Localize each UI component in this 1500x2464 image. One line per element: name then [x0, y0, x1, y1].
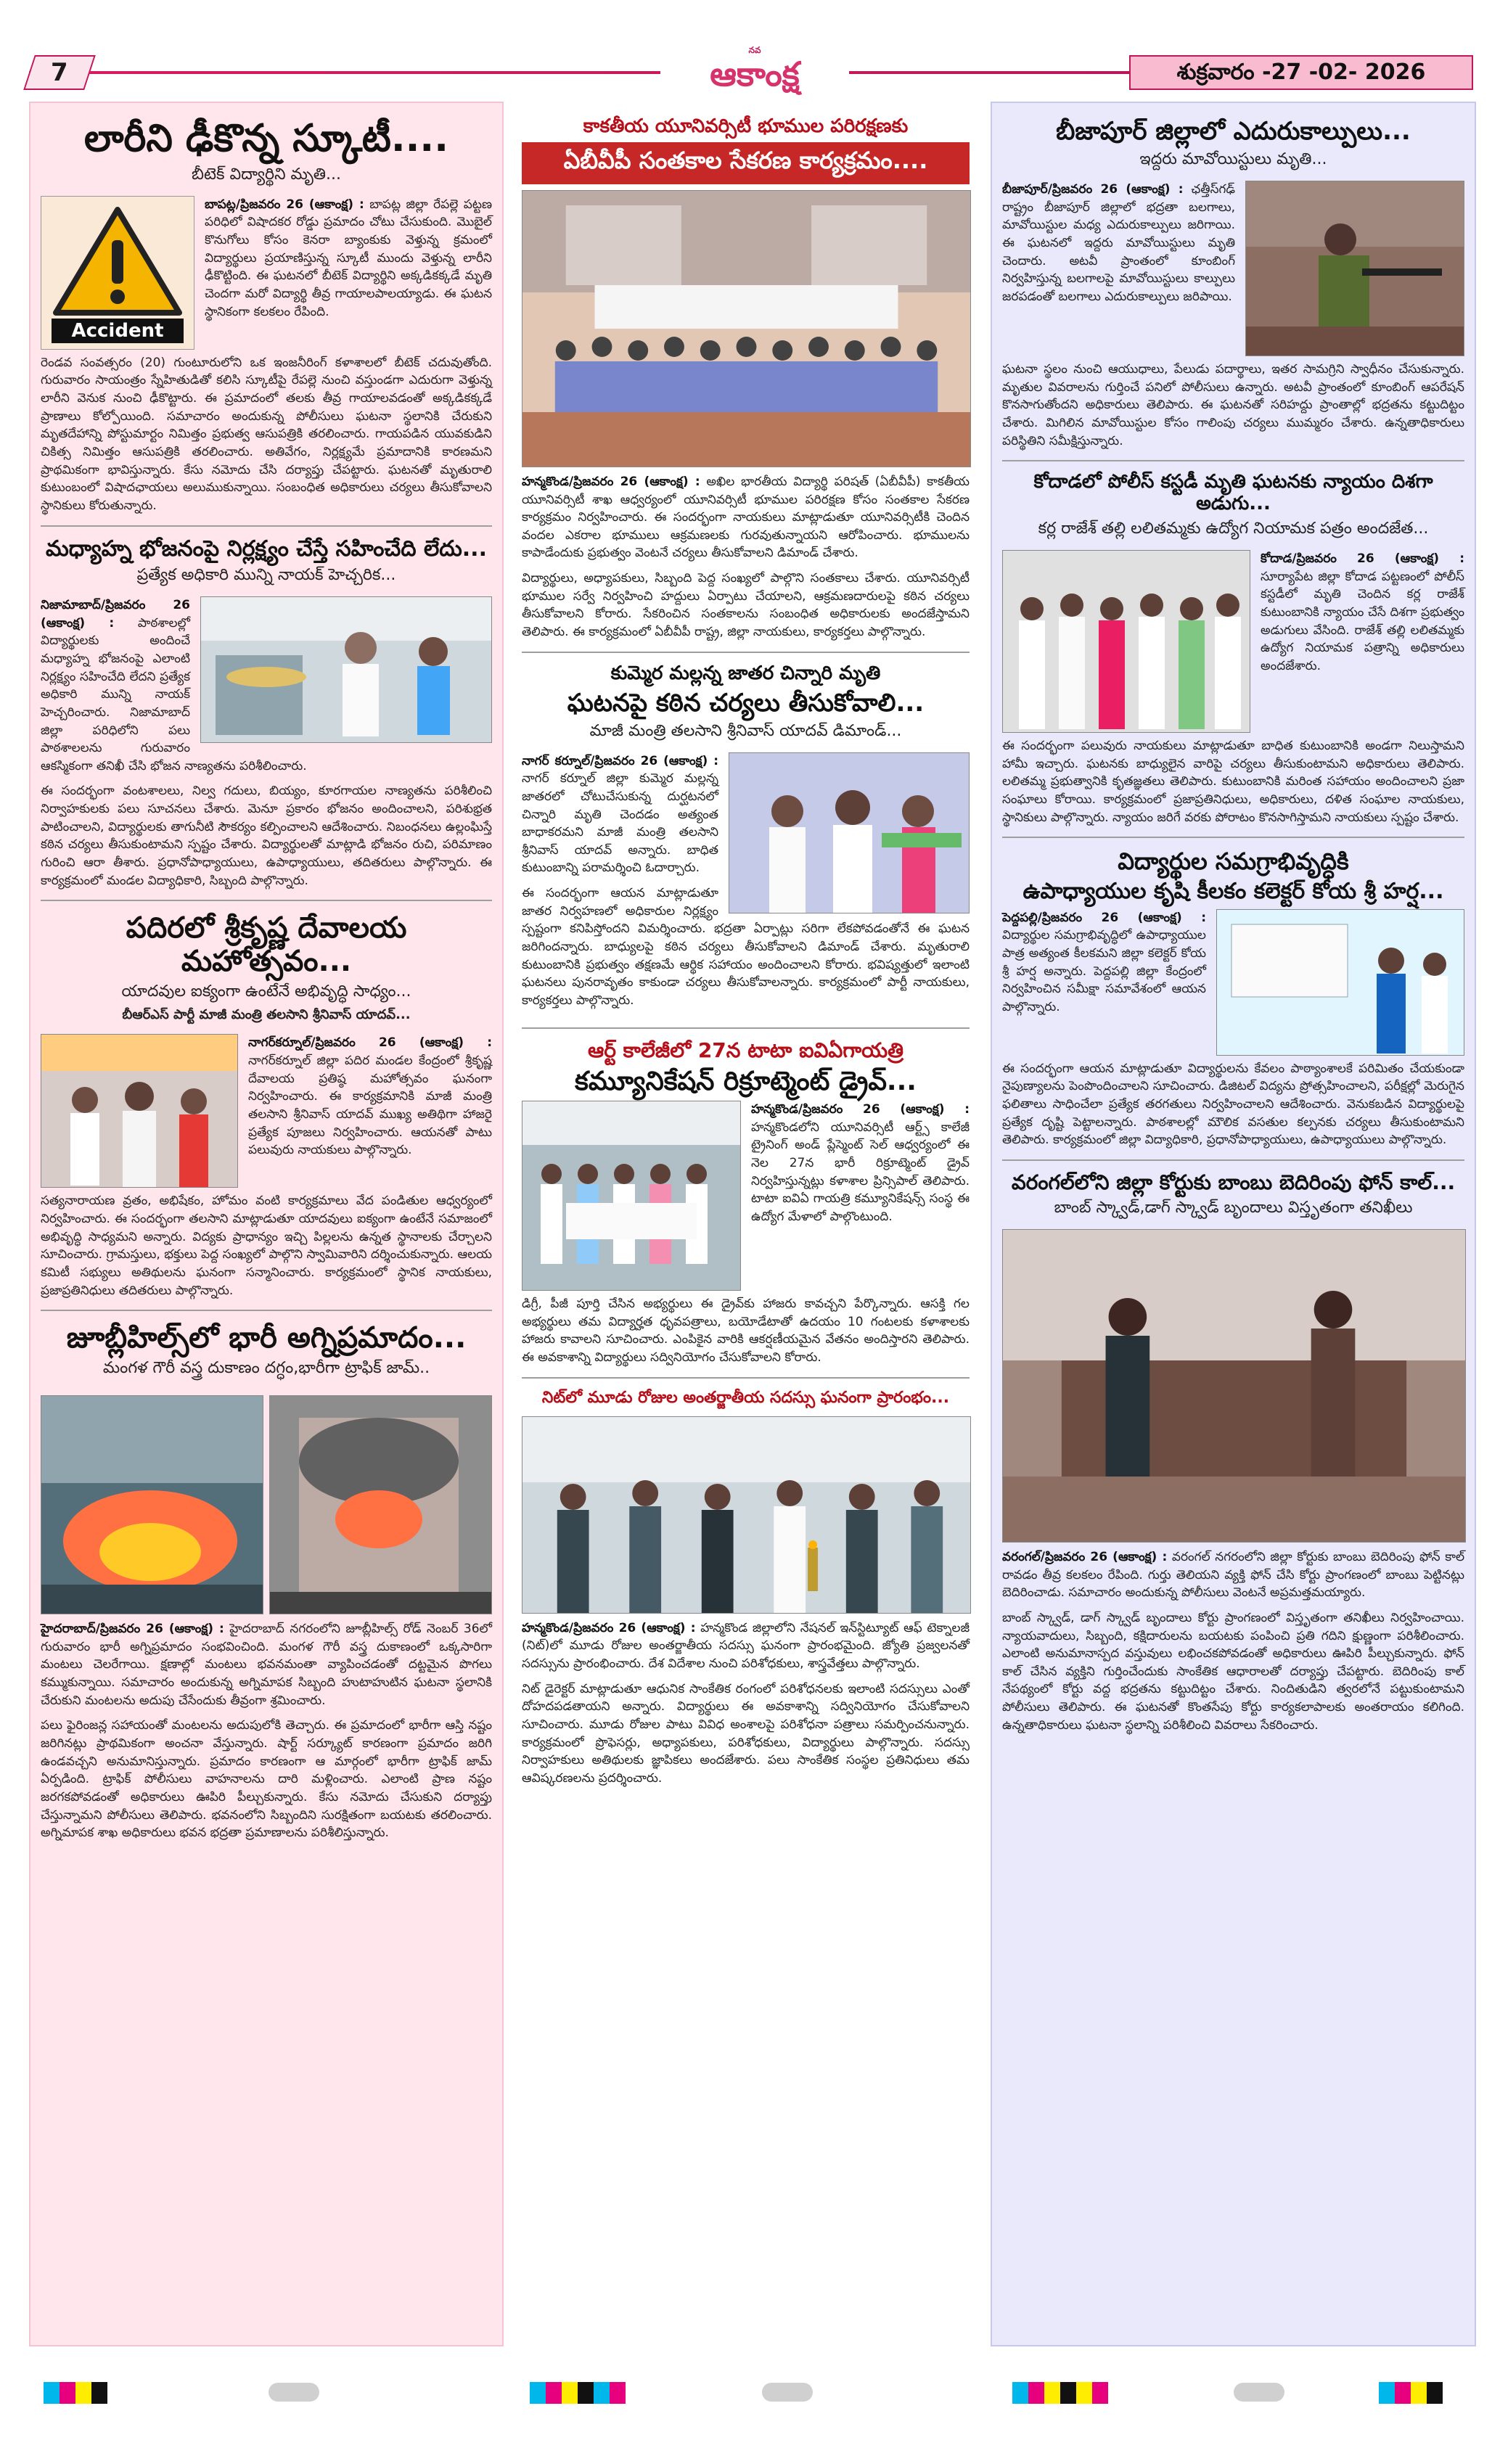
article-lead: వరంగల్ నగరంలోని జిల్లా కోర్టుకు బాంబు బెదిరింపు ఫోన్ కాల్ రావడం తీవ్ర కలకలం రేపింది. గుర్తు తెలియని వ్యక్తి ఫోన్ చేసి కోర్టు ప్రాంగణంలో బాంబు పెట్టినట్లు బెదిరించాడు. సమాచారం అందుకున్న పోలీసులు వెంటనే అప్రమత్తమయ్యారు.: [1002, 1549, 1465, 1601]
printer-color-bar: [44, 2382, 107, 2404]
dateline: నాగర్ కర్నూల్/ప్రిజవరం 26 (ఆకాంక్ష) :: [522, 753, 718, 768]
article-text: ఈ సందర్భంగా పలువురు నాయకులు మాట్లాడుతూ బాధిత కుటుంబానికి అండగా నిలుస్తామని హామీ ఇచ్చారు. ఘటనకు బాధ్యులైన వారిపై చర్యలు తీసుకుంటామని అధికారులు తెలిపారు. లలితమ్మ ప్రభుత్వానికి కృతజ్ఞతలు తెలిపారు. కుటుంబానికి మరింత సహాయం అందించాలని ప్రజా సంఘాలు కోరాయి. కార్యక్రమంలో ప్రజాప్రతినిధులు, అధికారులు, దళిత సంఘాల నాయకులు, స్థానికులు పాల్గొన్నారు. న్యాయం జరిగే వరకు పోరాటం కొనసాగిస్తామని నాయకులు స్పష్టం చేశారు.: [1002, 739, 1464, 825]
article-lead: విద్యార్థుల సమగ్రాభివృద్ధిలో ఉపాధ్యాయుల పాత్ర అత్యంత కీలకమని జిల్లా కలెక్టర్ కోయ శ్రీ హర్ష అన్నారు. పెద్దపల్లి జిల్లా కేంద్రంలో నిర్వహించిన సమీక్షా సమావేశంలో ఆయన పాల్గొన్నారు.: [1002, 928, 1206, 1014]
headline: కోదాడలో పోలీస్ కస్టడీ మృతి ఘటనకు న్యాయం దిశగా అడుగు...: [1033, 471, 1433, 515]
article-krishna-temple: [41, 911, 492, 1299]
dateline: వరంగల్/ప్రిజవరం 26 (ఆకాంక్ష) :: [1002, 1549, 1168, 1564]
article-jubilee-hills-fire: [41, 1321, 492, 1842]
subheadline: కర్ల రాజేశ్ తల్లి లలితమ్మకు ఉద్యోగ నియామక పత్రం అందజేత...: [1038, 520, 1429, 538]
temple-event-photo: [41, 1034, 238, 1188]
subheadline: మంగళ గౌరీ వస్త్ర దుకాణం దగ్ధం,భారీగా ట్రాఫిక్ జామ్..: [102, 1359, 430, 1378]
article-text: ఈ సందర్భంగా ఆయన మాట్లాడుతూ విద్యార్థులను కేవలం పాఠ్యాంశాలకే పరిమితం చేయకుండా నైపుణ్యాలను పెంపొందించాలని సూచించారు. డిజిటల్ విద్యను ప్రోత్సహించాలని, పరీక్షల్లో మెరుగైన ఫలితాలు సాధించేలా ప్రత్యేక తరగతులు నిర్వహించాలని ఆదేశించారు. వెనుకబడిన విద్యార్థులపై ప్రత్యేక దృష్టి పెట్టాలన్నారు. పాఠశాలల్లో మౌలిక వసతుల కల్పనకు చర్యలు తీసుకుంటామని తెలిపారు. కార్యక్రమంలో జిల్లా విద్యాధికారి, ప్రధానోపాధ్యాయులు, ఉపాధ్యాయులు పాల్గొన్నారు.: [1002, 1061, 1464, 1148]
article-divider: [41, 525, 492, 527]
headline: ఘటనపై కఠిన చర్యలు తీసుకోవాలి...: [567, 688, 925, 718]
dateline: హన్మకొండ/ప్రిజవరం 26 (ఆకాంక్ష) :: [522, 474, 700, 489]
logo-wordmark: ఆకాంక్ష: [710, 54, 800, 94]
page-number: 7: [51, 58, 68, 87]
subheadline: ప్రత్యేక అధికారి మున్ని నాయక్ హెచ్చరిక...: [136, 566, 396, 585]
article-nit-conference: [522, 1389, 970, 1788]
photo-caption: నిట్‌లో మూడు రోజుల అంతర్జాతీయ సదస్సు ఘనంగా ప్రారంభం...: [541, 1388, 950, 1407]
subheadline: యాదవుల ఐక్యంగా ఉంటేనే అభివృద్ధి సాధ్యం...: [121, 982, 411, 1001]
column-center: [512, 102, 980, 2344]
article-lead: నాగర్‌కర్నూల్ జిల్లా పదిర మండల కేంద్రంలో శ్రీకృష్ణ దేవాలయ ప్రతిష్ఠ మహోత్సవం ఘనంగా నిర్వహించారు. ఈ కార్యక్రమానికి మాజీ మంత్రి తలసాని శ్రీనివాస్ యాదవ్ ముఖ్య అతిథిగా హాజరై ప్రత్యేక పూజలు నిర్వహించారు. ఆయనతో పాటు పలువురు నాయకులు పాల్గొన్నారు.: [248, 1053, 492, 1158]
article-text: ఘటనా స్థలం నుంచి ఆయుధాలు, పేలుడు పదార్థాలు, ఇతర సామగ్రిని స్వాధీనం చేసుకున్నారు. మృతుల వివరాలను గుర్తించే పనిలో పోలీసులు ఉన్నారు. అటవీ ప్రాంతంలో కూంబింగ్ ఆపరేషన్ కొనసాగుతోందని అధికారులు తెలిపారు. ఈ ఘటనతో సరిహద్దు ప్రాంతాల్లో భద్రతను కట్టుదిట్టం చేశారు. మిగిలిన మావోయిస్టుల కోసం గాలింపు చర్యలు ముమ్మరం చేశారు. ఉన్నతాధికారులు పరిస్థితిని సమీక్షిస్తున్నారు.: [1002, 362, 1464, 448]
subheadline: బాంబ్ స్క్వాడ్,డాగ్ స్క్వాడ్ బృందాలు విస్తృతంగా తనిఖీలు: [1054, 1198, 1413, 1217]
headline: బీజాపూర్ జిల్లాలో ఎదురుకాల్పులు...: [1056, 117, 1411, 146]
printer-color-bar: [530, 2382, 626, 2404]
headline: మధ్యాహ్న భోజనంపై నిర్లక్ష్యం చేస్తే సహించేది లేదు...: [46, 535, 487, 562]
registration-mark: [269, 2383, 319, 2402]
recruitment-poster-photo: [522, 1101, 741, 1291]
subheadline: ఇద్దరు మావోయిస్టులు మృతి...: [1139, 150, 1327, 169]
article-lead: హన్మకొండలోని యూనివర్సిటీ ఆర్ట్స్ కాలేజీ ట్రైనింగ్ అండ్ ప్లేస్మెంట్ సెల్ ఆధ్వర్యంలో ఈ నెల 27న భారీ రిక్రూట్మెంట్ డ్రైవ్ నిర్వహిస్తున్నట్లు కళాశాల ప్రిన్సిపాల్ తెలిపారు. టాటా ఐవిఏ గాయత్రి కమ్యూనికేషన్స్ సంస్థ ఈ ఉద్యోగ మేళాలో పాల్గొంటుంది.: [751, 1120, 970, 1225]
logo-tagline: నవ: [748, 45, 761, 55]
article-text: ఈ సందర్భంగా వంటశాలలు, నిల్వ గదులు, బియ్యం, కూరగాయల నాణ్యతను పరిశీలించి నిర్వాహకులకు పలు సూచనలు చేశారు. మెనూ ప్రకారం భోజనం అందించాలని, పరిశుభ్రత పాటించాలని, విద్యార్థులకు తాగునీటి సౌకర్యం కల్పించాలని ఆదేశించారు. నిబంధనలు ఉల్లంఘిస్తే కఠిన చర్యలు తీసుకుంటామని స్పష్టం చేశారు. విద్యార్థులతో మాట్లాడి భోజనం రుచి, పరిమాణం గురించి ఆరా తీశారు. ప్రధానోపాధ్యాయులు, ఉపాధ్యాయులు, తదితరులు పాల్గొన్నారు. ఈ కార్యక్రమంలో మండల విద్యాధికారి, సిబ్బంది పాల్గొన్నారు.: [41, 784, 492, 888]
article-lead: పాఠశాలల్లో విద్యార్థులకు అందించే మధ్యాహ్న భోజనంపై ఎలాంటి నిర్లక్ష్యం సహించేది లేదని ప్రత్యేక అధికారి మున్ని నాయక్ హెచ్చరించారు. నిజామాబాద్ జిల్లా పరిధిలోని పలు పాఠశాలలను గురువారం ఆకస్మికంగా తనిఖీ చేసి భోజన నాణ్యతను పరిశీలించారు.: [41, 615, 307, 773]
dateline: కోదాడ/ప్రిజవరం 26 (ఆకాంక్ష) :: [1261, 551, 1464, 567]
fire-photo-1: [41, 1395, 263, 1614]
article-lead: హైదరాబాద్ నగరంలోని జూబ్లీహిల్స్ రోడ్ నెంబర్ 36లో గురువారం భారీ అగ్నిప్రమాదం సంభవించింది. మంగళ గౌరీ వస్త్ర దుకాణంలో ఒక్కసారిగా మంటలు చెలరేగాయి. క్షణాల్లో మంటలు భవనమంతా వ్యాపించడంతో దట్టమైన పొగలు కమ్ముకున్నాయి. సమాచారం అందుకున్న అగ్నిమాపక సిబ్బంది హుటాహుటిన ఘటనా స్థలానికి చేరుకుని మంటలను అదుపు చేసేందుకు తీవ్రంగా శ్రమించారు.: [41, 1622, 493, 1708]
article-divider: [522, 1027, 970, 1029]
article-text: డిగ్రీ, పీజీ పూర్తి చేసిన అభ్యర్థులు ఈ డ్రైవ్‌కు హాజరు కావచ్చని పేర్కొన్నారు. ఆసక్తి గల అభ్యర్థులు తమ విద్యార్హత ధృవపత్రాలు, బయోడేటాతో ఉదయం 10 గంటలకు కళాశాలకు హాజరు కావాలని సూచించారు. ఎంపికైన వారికి ఆకర్షణీయమైన వేతనం అందిస్తారని తెలిపారు. ఈ అవకాశాన్ని విద్యార్థులు సద్వినియోగం చేసుకోవాలని కోరారు.: [522, 1297, 970, 1366]
article-lead: అఖిల భారతీయ విద్యార్థి పరిషత్ (ఏబీవీపీ) కాకతీయ యూనివర్సిటీ శాఖ ఆధ్వర్యంలో యూనివర్సిటీ భూముల పరిరక్షణ కోసం సంతకాల సేకరణ కార్యక్రమం నిర్వహించారు. ఈ సందర్భంగా నాయకులు మాట్లాడుతూ యూనివర్సిటీకి చెందిన వందల ఎకరాల భూములు ఆక్రమణలకు గురవుతున్నాయని ఆరోపించారు. భూములను కాపాడేందుకు ప్రభుత్వం వెంటనే చర్యలు తీసుకోవాలని డిమాండ్ చేశారు.: [522, 474, 970, 561]
article-divider: [1002, 837, 1464, 838]
article-text: నిట్ డైరెక్టర్ మాట్లాడుతూ ఆధునిక సాంకేతిక రంగంలో పరిశోధనలకు ఇలాంటి సదస్సులు ఎంతో దోహదపడతాయని అన్నారు. విద్యార్థులు ఈ అవకాశాన్ని సద్వినియోగం చేసుకోవాలని సూచించారు. మూడు రోజుల పాటు వివిధ అంశాలపై పరిశోధనా పత్రాలు సమర్పించనున్నారు. కార్యక్రమంలో ప్రొఫెసర్లు, అధ్యాపకులు, పరిశోధకులు, విద్యార్థులు పాల్గొన్నారు. సదస్సు నిర్వాహకులు అతిథులకు జ్ఞాపికలు అందజేశారు. పలు సాంకేతిక సంస్థల ప్రతినిధులు తమ ఆవిష్కరణలను ప్రదర్శించారు.: [522, 1681, 970, 1786]
printer-color-bar: [1012, 2382, 1108, 2404]
article-text: రెండవ సంవత్సరం (20) గుంటూరులోని ఒక ఇంజనీరింగ్ కళాశాలలో బీటెక్ చదువుతోంది. గురువారం సాయంత్రం స్నేహితుడితో కలిసి స్కూటీపై రేపల్లె నుంచి వస్తుండగా ఎదురుగా వెళ్తున్న లారీని వెనుక నుంచి ఢీకొట్టారు. ఈ ప్రమాదంలో తలకు తీవ్ర గాయాలవడంతో అక్కడికక్కడే ప్రాణాలు కోల్పోయింది. సమాచారం అందుకున్న పోలీసులు ఘటనా స్థలానికి చేరుకుని మృతదేహాన్ని పోస్టుమార్టం నిమిత్తం ప్రభుత్వ ఆసుపత్రికి తరలించారు. గాయపడిన యువకుడిని చికిత్స నిమిత్తం ఆసుపత్రికి తరలించారు. అతివేగం, నిర్లక్ష్యమే ప్రమాదానికి కారణమని ప్రాథమికంగా భావిస్తున్నారు. కేసు నమోదు చేసి దర్యాప్తు చేపట్టారు. ఘటనతో మృతురాలి కుటుంబంలో విషాదఛాయలు అలుముకున్నాయి. సంబంధిత అధికారులు చర్యలు తీసుకోవాలని స్థానికులు కోరుతున్నారు.: [41, 355, 492, 513]
fire-photo-2: [269, 1395, 492, 1614]
article-lead: ఛత్తీస్‌గఢ్ రాష్ట్రం బీజాపూర్ జిల్లాలో భద్రతా బలగాలు, మావోయిస్టుల మధ్య ఎదురుకాల్పులు జరిగాయి. ఈ ఘటనలో ఇద్దరు మావోయిస్టులు మృతి చెందారు. అటవీ ప్రాంతంలో కూంబింగ్ నిర్వహిస్తున్న బలగాలపై మావోయిస్టులు కాల్పులు జరపడంతో బలగాలు ఎదురుకాల్పులు జరిపాయి.: [1002, 182, 1235, 304]
article-text: బాంబ్ స్క్వాడ్, డాగ్ స్క్వాడ్ బృందాలు కోర్టు ప్రాంగణంలో విస్తృతంగా తనిఖీలు నిర్వహించాయి. న్యాయవాదులు, సిబ్బంది, కక్షిదారులను బయటకు పంపించి ప్రతి గదిని క్షుణ్ణంగా పరిశీలించారు. ఎలాంటి అనుమానాస్పద వస్తువులు లభించకపోవడంతో అధికారులు ఊపిరి పీల్చుకున్నారు. ఫోన్ కాల్ చేసిన వ్యక్తిని గుర్తించేందుకు సాంకేతిక ఆధారాలతో దర్యాప్తు చేపట్టారు. బెదిరింపు కాల్ నేపథ్యంలో కోర్టు వద్ద భద్రతను కట్టుదిట్టం చేశారు. నిందితుడిని త్వరలోనే పట్టుకుంటామని పోలీసులు తెలిపారు. ఈ ఘటనతో కొంతసేపు కోర్టు కార్యకలాపాలకు అంతరాయం కలిగింది. ఉన్నతాధికారులు ఘటనా స్థలాన్ని పరిశీలించి వివరాలు సేకరించారు.: [1002, 1610, 1464, 1733]
newspaper-logo: [660, 45, 849, 99]
column-left: [29, 102, 504, 2346]
headline: విద్యార్థుల సమగ్రాభివృద్ధికి: [1118, 847, 1349, 876]
article-recruitment-drive: [522, 1039, 970, 1367]
headline: లారీని ఢీకొన్న స్కూటీ....: [84, 117, 448, 160]
registration-mark: [762, 2383, 813, 2402]
kicker: కుమ్మెర మల్లన్న జాతర చిన్నారి మృతి: [610, 662, 881, 684]
article-kodad-custody: [1002, 472, 1464, 826]
security-forces-photo: [1245, 181, 1464, 356]
headline-2: ఉపాధ్యాయుల కృషి కీలకం కలెక్టర్ కోయ శ్రీ హర్ష...: [1022, 879, 1444, 905]
accident-warning-image: [41, 196, 194, 350]
collector-meeting-photo: [1216, 909, 1464, 1056]
dateline: నాగర్‌కర్నూల్/ప్రిజవరం 26 (ఆకాంక్ష) :: [248, 1035, 492, 1051]
registration-mark: [1234, 2383, 1284, 2402]
dateline: బాపట్ల/ప్రిజవరం 26 (ఆకాంక్ష) :: [205, 197, 364, 212]
headline: కమ్యూనికేషన్ రిక్రూట్మెంట్ డ్రైవ్...: [575, 1066, 917, 1096]
talasani-visit-photo: [729, 752, 970, 913]
article-text: పలు ఫైరింజన్ల సహాయంతో మంటలను అదుపులోకి తెచ్చారు. ఈ ప్రమాదంలో భారీగా ఆస్తి నష్టం జరిగినట్లు ప్రాథమికంగా అంచనా వేస్తున్నారు. షార్ట్ సర్క్యూట్ కారణంగా ప్రమాదం జరిగి ఉండవచ్చని అనుమానిస్తున్నారు. ప్రమాదం కారణంగా ఆ మార్గంలో భారీగా ట్రాఫిక్ జామ్ ఏర్పడింది. ట్రాఫిక్ పోలీసులు వాహనాలను దారి మళ్లించారు. ఎలాంటి ప్రాణ నష్టం జరగకపోవడంతో అధికారులు ఊపిరి పీల్చుకున్నారు. కేసు నమోదు చేసుకుని దర్యాప్తు చేస్తున్నామని పోలీసులు తెలిపారు. భవనంలోని సిబ్బందిని సురక్షితంగా బయటకు తరలించారు. అగ్నిమాపక శాఖ అధికారులు భవన భద్రతా ప్రమాణాలను పరిశీలిస్తున్నారు.: [41, 1718, 492, 1841]
article-lead: బాపట్ల జిల్లా రేపల్లె పట్టణ పరిధిలో విషాదకర రోడ్డు ప్రమాదం చోటు చేసుకుంది. మొబైల్ కొనుగోలు కోసం కెనరా బ్యాంకుకు వెళ్తున్న క్రమంలో విద్యార్థులు ప్రయాణిస్తున్న స్కూటీ ముందు వెళ్తున్న లారీని ఢీకొట్టింది. ఈ ఘటనలో బీటెక్ విద్యార్థిని అక్కడికక్కడే మృతి చెందగా మరో విద్యార్థి తీవ్ర గాయాలపాలయ్యాడు. ఈ ఘటన స్థానికంగా కలకలం రేపింది.: [205, 197, 492, 319]
headline: జూబ్లీహిల్స్‌లో భారీ అగ్నిప్రమాదం...: [66, 1321, 467, 1355]
headline: వరంగల్‌లోని జిల్లా కోర్టుకు బాంబు బెదిరింపు ఫోన్ కాల్...: [1011, 1170, 1456, 1194]
article-text: సత్యనారాయణ వ్రతం, అభిషేకం, హోమం వంటి కార్యక్రమాలు వేద పండితుల ఆధ్వర్యంలో నిర్వహించారు. ఈ సందర్భంగా తలసాని మాట్లాడుతూ యాదవులు ఐక్యంగా ఉంటేనే సమాజంలో అభివృద్ధి సాధ్యమని అన్నారు. విద్యకు ప్రాధాన్యం ఇచ్చి పిల్లలను ఉన్నత స్థానాలకు చేర్చాలని సూచించారు. గ్రామస్తులు, భక్తులు పెద్ద సంఖ్యలో పాల్గొని స్వామివారిని దర్శించుకున్నారు. ఆలయ కమిటీ సభ్యులు అతిథులను ఘనంగా సన్మానించారు. కార్యక్రమంలో స్థానిక నాయకులు, ప్రజాప్రతినిధులు తదితరులు పాల్గొన్నారు.: [41, 1194, 492, 1298]
page-number-box: [23, 55, 96, 90]
article-abvp-signatures: [522, 116, 970, 641]
subheadline: బీటెక్ విద్యార్థిని మృతి...: [192, 165, 341, 184]
article-kummera-jatara: [522, 663, 970, 1017]
nit-conference-photo: [522, 1416, 971, 1614]
dateline: హన్మకొండ/ప్రిజవరం 26 (ఆకాంక్ష) :: [522, 1620, 696, 1635]
article-divider: [1002, 1159, 1464, 1161]
headline: ఏబీవీపీ సంతకాల సేకరణ కార్యక్రమం....: [522, 142, 970, 184]
headline: పదిరలో శ్రీకృష్ణ దేవాలయ మహోత్సవం...: [126, 911, 407, 979]
masthead: [29, 45, 1473, 96]
dateline: బీజాపూర్/ప్రిజవరం 26 (ఆకాంక్ష) :: [1002, 182, 1184, 197]
kicker: ఆర్ట్ కాలేజీలో 27న టాటా ఐవిఏగాయత్రి: [587, 1038, 904, 1062]
abvp-group-photo: [522, 190, 971, 467]
article-midday-meal: [41, 537, 492, 890]
article-collector-teachers: [1002, 848, 1464, 1149]
edition-date: శుక్రవారం -27 -02- 2026: [1129, 55, 1473, 90]
article-divider: [41, 1310, 492, 1311]
article-lead: హన్మకొండ జిల్లాలోని నేషనల్ ఇన్‌స్టిట్యూట్ ఆఫ్ టెక్నాలజీ (నిట్)లో మూడు రోజుల అంతర్జాతీయ సదస్సు ఘనంగా ప్రారంభమైంది. జ్యోతి ప్రజ్వలనతో సదస్సును ప్రారంభించారు. దేశ విదేశాల నుంచి పరిశోధకులు, శాస్త్రవేత్తలు పాల్గొన్నారు.: [522, 1620, 970, 1672]
article-divider: [1002, 460, 1464, 461]
bomb-squad-photo: [1002, 1229, 1466, 1543]
article-warangal-bomb-threat: [1002, 1171, 1464, 1735]
article-text: విద్యార్థులు, అధ్యాపకులు, సిబ్బంది పెద్ద సంఖ్యలో పాల్గొని సంతకాలు చేశారు. యూనివర్సిటీ భూముల సర్వే నిర్వహించి హద్దులు ఏర్పాటు చేయాలని, ఆక్రమణదారులపై కఠిన చర్యలు తీసుకోవాలని కోరారు. సేకరించిన సంతకాలను సంబంధిత అధికారులకు అందజేస్తామని తెలిపారు. ఈ కార్యక్రమంలో ఏబీవీపీ రాష్ట్ర, జిల్లా నాయకులు, కార్యకర్తలు పాల్గొన్నారు.: [522, 571, 970, 640]
appointment-letter-photo: [1002, 550, 1250, 733]
article-scooty-accident: [41, 118, 492, 515]
subheadline: మాజీ మంత్రి తలసాని శ్రీనివాస్ యాదవ్ డిమాండ్...: [589, 721, 902, 740]
fire-photos: [41, 1389, 492, 1620]
accident-label: Accident: [52, 319, 184, 343]
printer-color-bar: [1379, 2382, 1443, 2404]
article-lead: నాగర్ కర్నూల్ జిల్లా కుమ్మెర మల్లన్న జాతరలో చోటుచేసుకున్న దుర్ఘటనలో చిన్నారి మృతి చెందడం అత్యంత బాధాకరమని మాజీ మంత్రి తలసాని శ్రీనివాస్ యాదవ్ అన్నారు. బాధిత కుటుంబాన్ని పరామర్శించి ఓదార్చారు.: [522, 771, 718, 876]
article-bijapur-encounter: [1002, 118, 1464, 450]
dateline: హన్మకొండ/ప్రిజవరం 26 (ఆకాంక్ష) :: [751, 1102, 970, 1117]
subheadline-2: బీఆర్ఎస్ పార్టీ మాజీ మంత్రి తలసాని శ్రీనివాస్ యాదవ్...: [122, 1007, 411, 1023]
column-right: [991, 102, 1476, 2346]
kicker: కాకతీయ యూనివర్సిటీ భూముల పరిరక్షణకు: [583, 115, 909, 137]
article-divider: [522, 652, 970, 653]
meal-inspection-photo: [200, 596, 492, 743]
article-divider: [522, 1377, 970, 1379]
dateline: నిజామాబాద్/ప్రిజవరం 26 (ఆకాంక్ష) :: [41, 598, 190, 631]
article-lead: సూర్యాపేట జిల్లా కోదాడ పట్టణంలో పోలీస్ కస్టడీలో మృతి చెందిన కర్ల రాజేశ్ కుటుంబానికి న్యాయం చేసే దిశగా ప్రభుత్వం అడుగులు వేసింది. రాజేశ్ తల్లి లలితమ్మకు ఉద్యోగ నియామక పత్రాన్ని అధికారులు అందజేశారు.: [1261, 569, 1464, 673]
dateline: పెద్దపల్లి/ప్రిజవరం 26 (ఆకాంక్ష) :: [1002, 910, 1206, 925]
article-text: ఈ సందర్భంగా ఆయన మాట్లాడుతూ జాతర నిర్వహణలో అధికారుల నిర్లక్ష్యం స్పష్టంగా కనిపిస్తోందని విమర్శించారు. భద్రతా ఏర్పాట్లు సరిగా లేకపోవడంతోనే ఈ ఘటన జరిగిందన్నారు. బాధ్యులపై కఠిన చర్యలు తీసుకోవాలని డిమాండ్ చేశారు. మృతురాలి కుటుంబానికి ప్రభుత్వం తక్షణమే ఆర్థిక సహాయం అందించాలని కోరారు. భవిష్యత్తులో ఇలాంటి ఘటనలు పునరావృతం కాకుండా చర్యలు తీసుకోవాలన్నారు. కార్యక్రమంలో పార్టీ నాయకులు, కార్యకర్తలు పాల్గొన్నారు.: [522, 886, 970, 1008]
article-divider: [41, 900, 492, 901]
dateline: హైదరాబాద్/ప్రిజవరం 26 (ఆకాంక్ష) :: [41, 1622, 224, 1637]
